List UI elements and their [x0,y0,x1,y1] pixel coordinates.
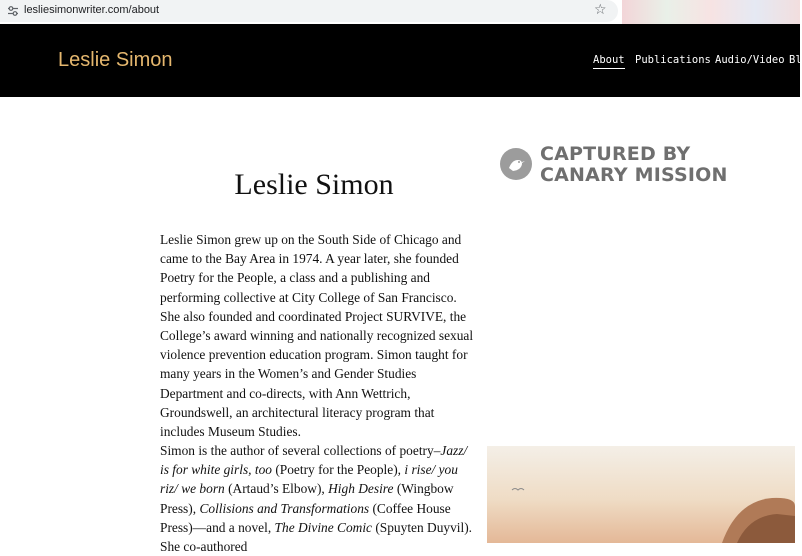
url-field[interactable] [0,0,618,22]
watermark-text [540,144,728,186]
nav-audio-video[interactable]: Audio/Video [715,54,785,66]
watermark-line-2: CANARY MISSION [540,164,728,186]
canary-bird-icon [500,148,532,180]
browser-address-bar [0,0,800,25]
bio-paragraph-2: Simon is the author of several collections of poetry–Jazz/ is for white girls, too (Poetry for the People), i rise/ you riz/ we born (Artaud’s Elbow), High Desire (Wingbow Press), Collisions and Transformations (Coffee House Press)—and a novel, The Divine Comic (Spuyten Duyvil). She co-authored [160,443,473,555]
book-title: Jazz/ is for white girls, too [160,443,468,478]
canary-mission-watermark [500,144,740,190]
book-title: The Divine Comic [274,519,372,535]
blurred-extensions-area [622,0,800,24]
author-photo [487,446,795,543]
site-header [0,24,800,97]
book-title: Collisions and Transformations [199,500,370,516]
book-title: High Desire [328,481,394,497]
nav-publications[interactable]: Publications [635,54,711,66]
watermark-line-1: CAPTURED BY [540,143,691,165]
bookmark-star-icon[interactable]: ☆ [594,2,607,18]
nav-about[interactable]: About [593,54,625,69]
bio-paragraph-1: Leslie Simon grew up on the South Side of Chicago and came to the Bay Area in 1974. A year later, she founded Poetry for the People, a class and a publishing and performing collective at City College of San Francisco. She also founded and coordinated Project SURVIVE, the College’s award winning and nationally recognized sexual violence prevention education program. Simon taught for many years in the Women’s and Gender Studies Department and co-directs, with Ann Wettrich, Groundswell, an architectural literacy program that includes Museum Studies. [160,232,474,440]
page-title: Leslie Simon [234,168,394,201]
site-title-link[interactable]: Leslie Simon [58,49,173,71]
nav-blog[interactable]: Bl [789,54,802,66]
book-title: i rise/ you riz/ we born [160,462,458,497]
site-settings-icon[interactable] [7,5,19,17]
url-text[interactable]: lesliesimonwriter.com/about [24,4,160,16]
